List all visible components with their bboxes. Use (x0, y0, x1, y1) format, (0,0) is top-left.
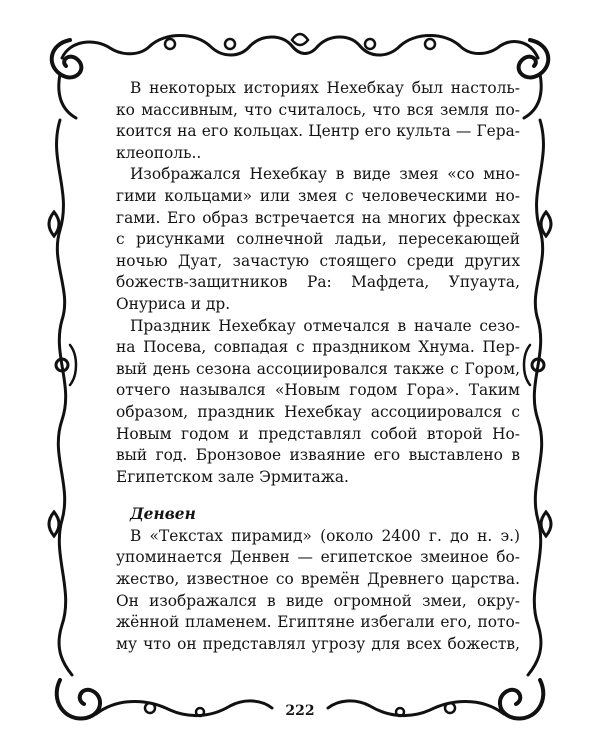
paragraph (116, 316, 520, 489)
left-ornament (49, 120, 76, 675)
paragraph (116, 164, 520, 315)
text-line: В некоторых историях Нехебкау был настоль- (130, 79, 520, 97)
text-line: ночью Дуат, зачастую стоящего среди других (116, 251, 520, 270)
right-ornament (524, 120, 551, 675)
text-line: упоминается Денвен — египетское змеиное бо- (116, 548, 520, 567)
text-line: Праздник Нехебкау отмечался в начале сезо- (130, 316, 520, 335)
corner-top-right (519, 40, 549, 118)
text-line: жённой пламенем. Египтяне избегали его, пото- (116, 613, 520, 632)
text-line: Новым годом и представлял собой второй Но- (116, 424, 520, 443)
text-line: му что он представлял угрозу для всех божеств, (116, 634, 520, 653)
text-line: вый день сезона ассоциировался также с Гором, (116, 359, 520, 378)
text-line: клеополь.. (116, 143, 202, 162)
text-line: гами. Его образ встречается на многих фресках (116, 208, 520, 227)
text-line: Онуриса и др. (116, 294, 231, 313)
paragraph (116, 78, 520, 164)
text-line: гими кольцами» или змея с человеческими но- (116, 186, 520, 205)
body-text (116, 78, 520, 655)
top-ornament (62, 34, 538, 58)
section-heading: Денвен (130, 505, 196, 524)
text-line: образом, праздник Нехебкау ассоциировался с (116, 402, 520, 421)
text-line: ко массивным, что считалось, что вся земля по- (116, 100, 520, 119)
text-line: Изображался Нехебкау в виде змея «со мно- (130, 165, 520, 184)
text-line: на Посева, совпадая с праздником Хнума. Пер- (116, 338, 520, 357)
corner-top-left (52, 40, 82, 118)
text-line: Египетском зале Эрмитажа. (116, 467, 349, 486)
text-line: Он изображался в виде огромной змеи, окру- (116, 591, 520, 610)
text-line: с рисунками солнечной ладьи, пересекающей (116, 230, 520, 249)
text-line: жество, известное со времён Древнего царства. (116, 570, 520, 589)
page-number: 222 (285, 703, 315, 719)
text-line: божеств-защитников Ра: Мафдета, Упуаута, (116, 273, 520, 292)
text-line: отчего назывался «Новым годом Гора». Таким (116, 381, 520, 400)
text-line: вый год. Бронзовое изваяние его выставлено в (116, 446, 520, 465)
paragraph (116, 526, 520, 656)
text-line: В «Текстах пирамид» (около 2400 г. до н. э.) (130, 526, 520, 545)
text-line: коится на его кольцах. Центр его культа — Гера- (116, 122, 520, 141)
